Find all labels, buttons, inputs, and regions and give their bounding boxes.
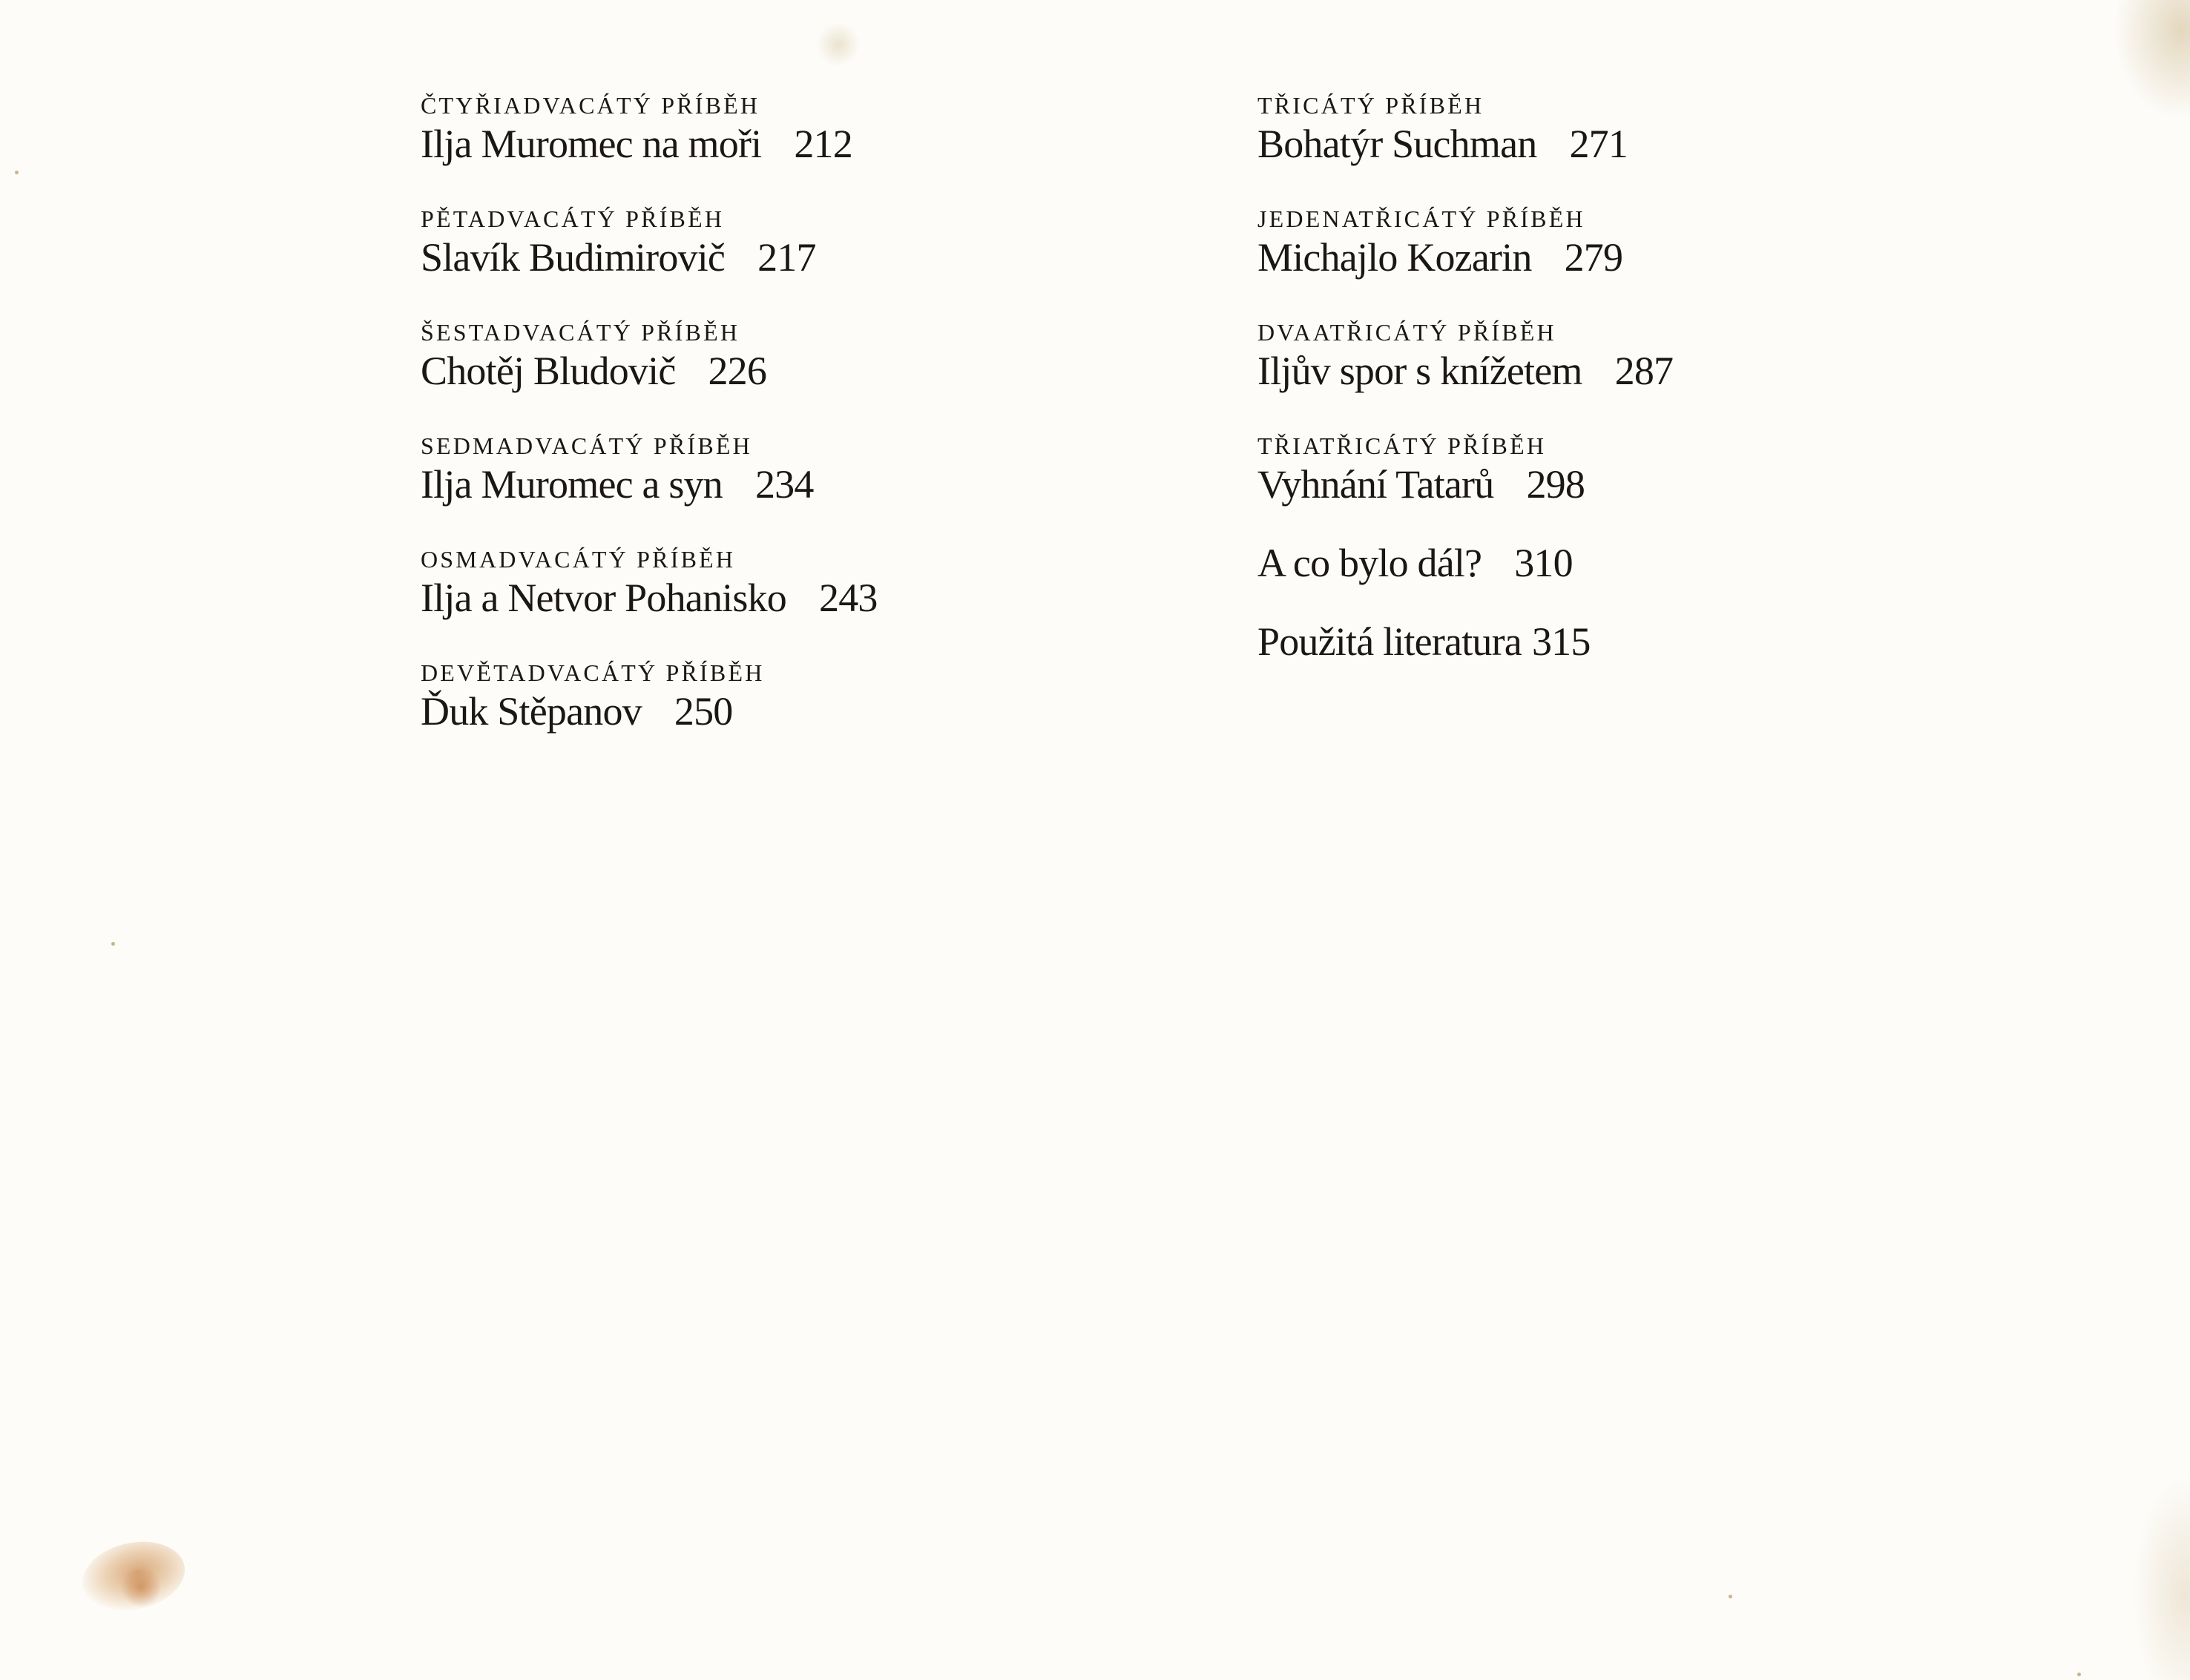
toc-entry[interactable] — [421, 317, 878, 395]
story-title: Ilja Muromec a syn — [421, 462, 723, 507]
speck-mark — [2077, 1673, 2081, 1676]
story-title: Chotěj Bludovič — [421, 349, 676, 393]
story-number-label: PĚTADVACÁTÝ PŘÍBĚH — [421, 205, 725, 232]
story-title: Ďuk Stěpanov — [421, 689, 642, 734]
story-number-label: TŘICÁTÝ PŘÍBĚH — [1257, 92, 1484, 119]
story-title-line — [1257, 539, 1673, 587]
page-number: 243 — [819, 576, 878, 620]
speck-mark — [15, 171, 19, 174]
page-number: 234 — [754, 462, 814, 507]
page-number: 271 — [1569, 122, 1628, 166]
story-number-label: JEDENATŘICÁTÝ PŘÍBĚH — [1257, 205, 1585, 232]
toc-entry-epilogue[interactable] — [1257, 539, 1673, 587]
toc-entry[interactable] — [421, 658, 878, 735]
story-number-label: ŠESTADVACÁTÝ PŘÍBĚH — [421, 319, 740, 346]
story-title-line — [421, 461, 878, 508]
story-number-label: SEDMADVACÁTÝ PŘÍBĚH — [421, 432, 752, 459]
toc-right-column — [1257, 90, 1673, 665]
story-number-label: TŘIATŘICÁTÝ PŘÍBĚH — [1257, 432, 1547, 459]
page-number: 287 — [1614, 349, 1674, 393]
story-title: Vyhnání Tatarů — [1257, 462, 1494, 507]
page-number: 315 — [1531, 619, 1591, 664]
stain-mark — [816, 22, 861, 67]
toc-entry[interactable] — [421, 431, 878, 508]
story-title: Ilja a Netvor Pohanisko — [421, 576, 786, 620]
toc-left-column — [421, 90, 878, 735]
speck-mark — [111, 942, 115, 946]
section-title: A co bylo dál? — [1257, 541, 1482, 585]
page-number: 298 — [1526, 462, 1585, 507]
toc-entry[interactable] — [421, 544, 878, 622]
story-number-label: ČTYŘIADVACÁTÝ PŘÍBĚH — [421, 92, 760, 119]
page-number: 217 — [757, 235, 816, 280]
story-title: Ilja Muromec na moři — [421, 122, 762, 166]
story-number-label: DEVĚTADVACÁTÝ PŘÍBĚH — [421, 659, 765, 686]
story-title-line — [1257, 120, 1673, 168]
toc-entry[interactable] — [421, 90, 878, 168]
story-title-line — [1257, 347, 1673, 395]
toc-entry[interactable] — [1257, 431, 1673, 508]
page-number: 250 — [674, 689, 733, 734]
story-title-line — [1257, 618, 1673, 665]
story-number-label: DVAATŘICÁTÝ PŘÍBĚH — [1257, 319, 1556, 346]
section-title: Použitá literatura — [1257, 619, 1522, 664]
page-number: 279 — [1564, 235, 1623, 280]
story-title-line — [421, 120, 878, 168]
story-title-line — [421, 688, 878, 735]
story-title-line — [421, 347, 878, 395]
stain-mark — [119, 1569, 163, 1606]
story-title: Michajlo Kozarin — [1257, 235, 1532, 280]
speck-mark — [1729, 1595, 1732, 1598]
page-number: 310 — [1514, 541, 1573, 585]
toc-entry[interactable] — [421, 204, 878, 281]
story-title-line — [1257, 461, 1673, 508]
story-title-line — [421, 234, 878, 281]
story-number-label: OSMADVACÁTÝ PŘÍBĚH — [421, 546, 736, 573]
story-title-line — [1257, 234, 1673, 281]
toc-entry[interactable] — [1257, 90, 1673, 168]
toc-entry-bibliography[interactable] — [1257, 618, 1673, 665]
toc-entry[interactable] — [1257, 204, 1673, 281]
story-title: Bohatýr Suchman — [1257, 122, 1537, 166]
story-title-line — [421, 574, 878, 622]
story-title: Iljův spor s knížetem — [1257, 349, 1582, 393]
story-title: Slavík Budimirovič — [421, 235, 726, 280]
toc-entry[interactable] — [1257, 317, 1673, 395]
page-number: 212 — [794, 122, 852, 166]
page-number: 226 — [708, 349, 767, 393]
